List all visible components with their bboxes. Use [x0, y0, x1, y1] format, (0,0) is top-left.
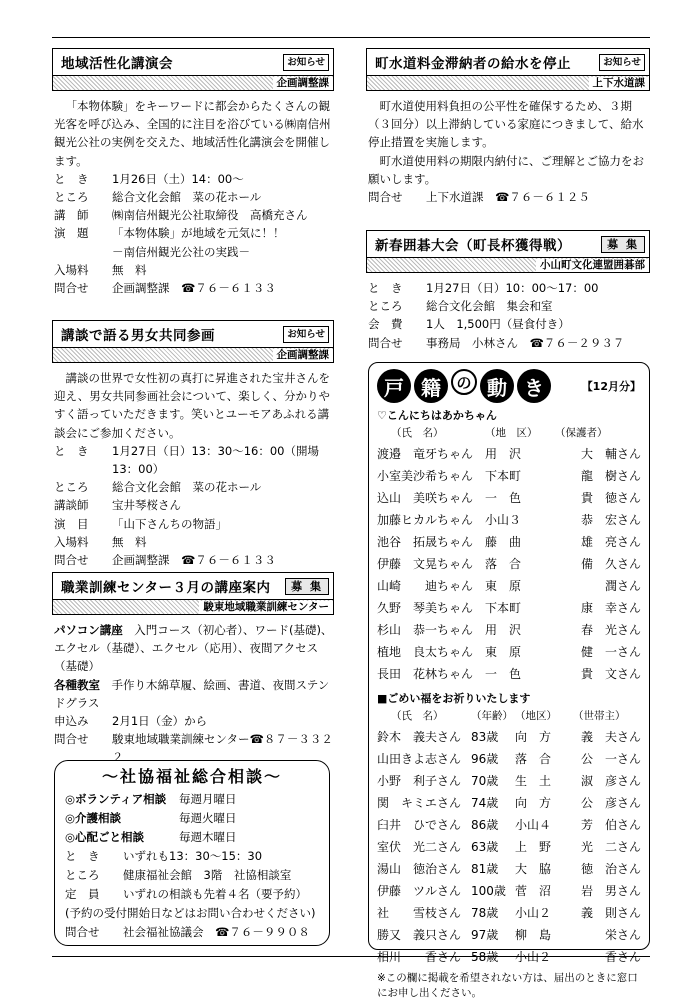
- row-value: 上下水道課 ☎７６－６１２５: [426, 190, 590, 205]
- guardian: 春 光さん: [580, 623, 641, 637]
- dept-label: 駿東地域職業訓練センター: [199, 601, 333, 614]
- row-value: 宝井琴桜さん: [112, 498, 181, 513]
- district: 下本町: [485, 469, 522, 483]
- householder: 光 二さん: [580, 840, 641, 854]
- row-key: 演 目: [54, 516, 89, 531]
- age: 58歳: [471, 950, 499, 964]
- pc-course-text: 入門コース（初心者）、ワード(基礎)、エクセル（基礎）、エクセル（応用）、夜間アクセス（基礎）: [54, 623, 333, 674]
- shakyo-title: ～社協福祉総合相談～: [101, 767, 282, 786]
- deceased-name: 関 キミエさん: [377, 796, 462, 810]
- training-section: [52, 572, 334, 767]
- info-row: [54, 206, 334, 224]
- district: 小山２: [515, 906, 552, 920]
- consult-type: ◎介護相談: [65, 811, 122, 825]
- row-key: 問合せ: [368, 335, 403, 350]
- guardian: 貴 徳さん: [580, 491, 641, 505]
- row-key: ところ: [54, 480, 89, 495]
- row-value: 「本物体験」が地域を元気に！！: [112, 226, 285, 241]
- row-value: 総合文化会館 集会和室: [426, 299, 553, 314]
- info-row: [54, 261, 334, 279]
- guardian: 龍 樹さん: [580, 469, 641, 483]
- col-header: （世帯主）: [573, 710, 626, 722]
- info-row: [54, 442, 334, 478]
- deceased-name: 山田きよ志さん: [377, 752, 462, 766]
- class-text: 手作り木綿草履、絵画、書道、夜間ステンドグラス: [54, 677, 330, 710]
- birth-row: [377, 528, 641, 550]
- info-row: [54, 188, 334, 206]
- baby-name: 杉山 恭一ちゃん: [377, 623, 474, 637]
- info-row: [54, 551, 334, 569]
- district: 一 色: [485, 667, 522, 681]
- intro-text: 「本物体験」をキーワードに都会からたくさんの観光客を呼び込み、全国的に注目を浴びている㈱南信州観光公社の実例を交えた、地域活性化講演会を開催します。: [54, 99, 331, 168]
- info-row: [368, 279, 650, 297]
- death-row: [377, 811, 641, 833]
- consult-type: ◎ボランティア相談: [65, 792, 167, 806]
- births-headers: [377, 425, 641, 440]
- death-row: [377, 789, 641, 811]
- baby-name: 植地 良太ちゃん: [377, 645, 474, 659]
- info-rows: [54, 442, 334, 569]
- kodan-header: [52, 320, 334, 363]
- row-key: ところ: [54, 190, 89, 205]
- row-key: 問合せ: [54, 553, 89, 568]
- deceased-name: 勝又 義只さん: [377, 928, 462, 942]
- info-row: [54, 533, 334, 551]
- birth-row: [377, 594, 641, 616]
- info-row: [54, 279, 334, 297]
- info-row: [54, 243, 334, 261]
- row-value: 企画調整課 ☎７６－６１３３: [112, 553, 276, 568]
- death-row: [377, 767, 641, 789]
- birth-row: [377, 484, 641, 506]
- age: 100歳: [471, 884, 506, 898]
- district: 東 原: [485, 645, 522, 659]
- baby-name: 渡邉 竜牙ちゃん: [377, 447, 474, 461]
- col-header: （保護者）: [555, 427, 608, 439]
- section-title: 職業訓練センター３月の講座案内: [61, 580, 271, 596]
- death-row: [377, 855, 641, 877]
- birth-row: [377, 660, 641, 682]
- birth-row: [377, 506, 641, 528]
- row-value: 健康福祉会館 3階 社協相談室: [123, 868, 292, 882]
- guardian: 恭 宏さん: [580, 513, 641, 527]
- training-header: [52, 572, 334, 615]
- title-char: 籍: [414, 369, 448, 403]
- consult-day: 毎週月曜日: [179, 792, 237, 806]
- dept-label: 小山町文化連盟囲碁部: [536, 259, 649, 272]
- district: 小山３: [485, 513, 522, 527]
- row-value: 2月1日（金）から: [112, 714, 208, 729]
- householder: 徳 治さん: [580, 862, 641, 876]
- district: 生 土: [515, 774, 552, 788]
- guardian: 健 一さん: [580, 645, 641, 659]
- death-row: [377, 723, 641, 745]
- row-key: 入場料: [54, 262, 89, 277]
- top-rule: [52, 37, 650, 38]
- district: 用 沢: [485, 623, 522, 637]
- deaths-headers: [377, 708, 641, 723]
- title-char: の: [451, 369, 477, 395]
- info-row: [65, 847, 319, 866]
- info-rows: [54, 170, 334, 297]
- section-title: 地域活性化講演会: [61, 56, 173, 72]
- births-title: ♡こんにちはあかちゃん: [377, 409, 497, 422]
- row-value: 1月27日（日）13：30～16：00（開場13：00）: [112, 443, 319, 477]
- info-row: [54, 496, 334, 514]
- month-label: 【12月分】: [581, 380, 641, 393]
- dept-label: 上下水道課: [589, 77, 650, 90]
- water-header: [366, 48, 650, 91]
- guardian: 潤さん: [604, 579, 641, 593]
- row-key: 問合せ: [54, 732, 89, 747]
- lecture-header: [52, 48, 334, 91]
- deceased-name: 相川 香さん: [377, 950, 462, 964]
- guardian: 康 幸さん: [580, 601, 641, 615]
- district: 大 脇: [515, 862, 552, 876]
- row-value: 事務局 小林さん ☎７６－２９３７: [426, 335, 625, 350]
- district: 上 野: [515, 840, 552, 854]
- shakyo-note: (予約の受付開始日などはお問い合わせください): [65, 906, 316, 920]
- row-value: ㈱南信州観光公社取締役 高橋充さん: [112, 208, 308, 223]
- go-header: [366, 230, 650, 273]
- deaths-list: [377, 723, 641, 965]
- notice-badge: お知らせ: [599, 54, 645, 71]
- notice-badge: お知らせ: [283, 54, 329, 71]
- deceased-name: 社 雪枝さん: [377, 906, 462, 920]
- info-row: [54, 478, 334, 496]
- birth-row: [377, 572, 641, 594]
- recruit-badge: 募 集: [601, 236, 645, 253]
- koseki-title: [377, 369, 551, 403]
- age: 97歳: [471, 928, 499, 942]
- title-char: き: [517, 369, 551, 403]
- row-value: 1月26日（土）14：00～: [112, 171, 244, 186]
- age: 70歳: [471, 774, 499, 788]
- col-header: （地 区）: [485, 427, 538, 439]
- deceased-name: 伊藤 ツルさん: [377, 884, 462, 898]
- guardian: 貴 文さん: [580, 667, 641, 681]
- row-key: 定 員: [65, 887, 100, 901]
- shakyo-box: [54, 760, 330, 946]
- row-key: ところ: [65, 868, 100, 882]
- age: 86歳: [471, 818, 499, 832]
- row-value: 1月27日（日）10：00～17：00: [426, 281, 599, 295]
- consult-day: 毎週木曜日: [179, 830, 237, 844]
- row-value: 駿東地域職業訓練センター☎８７－３３２２: [112, 732, 333, 765]
- dept-label: 企画調整課: [273, 349, 334, 362]
- deceased-name: 鈴木 義夫さん: [377, 730, 462, 744]
- deaths-title: ■ごめい福をお祈りいたします: [377, 692, 531, 705]
- info-row: [54, 515, 334, 533]
- row-key: 問合せ: [54, 281, 89, 296]
- death-row: [377, 921, 641, 943]
- householder: 芳 伯さん: [580, 818, 641, 832]
- age: 83歳: [471, 730, 499, 744]
- guardian: 備 久さん: [580, 557, 641, 571]
- householder: 香さん: [604, 950, 641, 964]
- district: 下本町: [485, 601, 522, 615]
- row-value: 企画調整課 ☎７６－６１３３: [112, 281, 276, 296]
- water-text-1: 町水道使用料負担の公平性を確保するため、３期（３回分）以上滞納している家庭につきまして、給水停止措置を実施します。: [368, 99, 644, 150]
- lecture-section: [52, 48, 334, 297]
- consult-item: [65, 828, 319, 847]
- info-row: [368, 315, 650, 333]
- row-value: 1人 1,500円（昼食付き）: [426, 317, 570, 332]
- info-row: [368, 334, 650, 352]
- recruit-badge: 募 集: [285, 578, 329, 595]
- death-row: [377, 899, 641, 921]
- dept-label: 企画調整課: [273, 77, 334, 90]
- birth-row: [377, 616, 641, 638]
- death-row: [377, 833, 641, 855]
- row-value: 総合文化会館 菜の花ホール: [112, 190, 262, 205]
- consult-item: [65, 809, 319, 828]
- age: 96歳: [471, 752, 499, 766]
- householder: 淑 彦さん: [580, 774, 641, 788]
- row-value: 無 料: [112, 262, 147, 277]
- consult-items: [65, 790, 319, 847]
- info-row: [368, 297, 650, 315]
- age: 63歳: [471, 840, 499, 854]
- district: 菅 沼: [515, 884, 552, 898]
- consult-day: 毎週火曜日: [179, 811, 237, 825]
- baby-name: 加藤ヒカルちゃん: [377, 513, 474, 527]
- row-value: 無 料: [112, 534, 147, 549]
- age: 74歳: [471, 796, 499, 810]
- district: 向 方: [515, 730, 552, 744]
- householder: 義 夫さん: [580, 730, 641, 744]
- koseki-note: ※この欄に掲載を希望されない方は、届出のときに窓口にお申し出ください。: [377, 972, 638, 999]
- class-label: 各種教室: [54, 677, 100, 692]
- baby-name: 伊藤 文晃ちゃん: [377, 557, 474, 571]
- district: 用 沢: [485, 447, 522, 461]
- consult-type: ◎心配ごと相談: [65, 830, 145, 844]
- row-key: 問合せ: [368, 190, 403, 205]
- householder: 公 彦さん: [580, 796, 641, 810]
- births-list: [377, 440, 641, 682]
- row-key: 入場料: [54, 534, 89, 549]
- info-row: [54, 170, 334, 188]
- consult-item: [65, 790, 319, 809]
- info-row: [65, 866, 319, 885]
- deceased-name: 湯山 徳治さん: [377, 862, 462, 876]
- row-value: いずれの相談も先着４名（要予約）: [123, 887, 307, 901]
- kodan-section: [52, 320, 334, 569]
- death-row: [377, 745, 641, 767]
- col-header: （地区）: [515, 710, 557, 722]
- row-key: 会 費: [368, 317, 403, 332]
- row-key: 演 題: [54, 226, 89, 241]
- district: 一 色: [485, 491, 522, 505]
- notice-badge: お知らせ: [283, 326, 329, 343]
- go-section: [366, 230, 650, 352]
- info-row: [65, 885, 319, 904]
- district: 小山２: [515, 950, 552, 964]
- age: 81歳: [471, 862, 499, 876]
- deceased-name: 小野 利子さん: [377, 774, 462, 788]
- district: 落 合: [515, 752, 552, 766]
- guardian: 雄 亮さん: [580, 535, 641, 549]
- baby-name: 長田 花林ちゃん: [377, 667, 474, 681]
- water-text-2: 町水道使用料の期限内納付に、ご理解とご協力をお願いします。: [368, 153, 644, 186]
- row-value: －南信州観光公社の実践－: [112, 244, 250, 259]
- baby-name: 込山 美咲ちゃん: [377, 491, 474, 505]
- deceased-name: 臼井 ひでさん: [377, 818, 462, 832]
- info-rows: [368, 279, 650, 352]
- pc-course-label: パソコン講座: [54, 623, 123, 637]
- householder: 公 一さん: [580, 752, 641, 766]
- householder: 岩 男さん: [580, 884, 641, 898]
- intro-text: 講談の世界で女性初の真打に昇進された宝井さんを迎え、男女共同参画社会について、楽しく、分かりやすく語っていただきます。笑いとユーモアあふれる講談会にご参加ください。: [54, 371, 330, 440]
- guardian: 大 輔さん: [580, 447, 641, 461]
- district: 藤 曲: [485, 535, 522, 549]
- death-row: [377, 943, 641, 965]
- householder: 義 則さん: [580, 906, 641, 920]
- birth-row: [377, 462, 641, 484]
- row-value: 社会福祉協議会 ☎７６－９９０８: [123, 925, 310, 939]
- birth-row: [377, 550, 641, 572]
- section-title: 町水道料金滞納者の給水を停止: [375, 56, 571, 72]
- age: 78歳: [471, 906, 499, 920]
- row-key: 申込み: [54, 714, 89, 729]
- row-key: 問合せ: [65, 925, 100, 939]
- info-rows: [65, 847, 319, 904]
- householder: 栄さん: [604, 928, 641, 942]
- birth-row: [377, 440, 641, 462]
- title-char: 戸: [377, 369, 411, 403]
- district: 小山４: [515, 818, 552, 832]
- row-key: と き: [368, 281, 403, 295]
- title-char: 動: [480, 369, 514, 403]
- baby-name: 小室美沙希ちゃん: [377, 469, 474, 483]
- col-header: （氏 名）: [391, 427, 444, 439]
- birth-row: [377, 638, 641, 660]
- baby-name: 池谷 拓晟ちゃん: [377, 535, 474, 549]
- death-row: [377, 877, 641, 899]
- row-value: いずれも13：30～15：30: [123, 849, 263, 863]
- district: 東 原: [485, 579, 522, 593]
- col-header: （年齢）: [471, 710, 513, 722]
- baby-name: 山崎 迪ちゃん: [377, 579, 474, 593]
- baby-name: 久野 琴美ちゃん: [377, 601, 474, 615]
- district: 柳 島: [515, 928, 552, 942]
- row-key: 講 師: [54, 208, 89, 223]
- col-header: （氏 名）: [391, 710, 444, 722]
- row-key: と き: [54, 171, 89, 186]
- district: 向 方: [515, 796, 552, 810]
- district: 落 合: [485, 557, 522, 571]
- row-key: ところ: [368, 299, 403, 314]
- row-key: と き: [65, 849, 100, 863]
- row-key: と き: [54, 443, 89, 458]
- deceased-name: 室伏 光二さん: [377, 840, 462, 854]
- row-value: 総合文化会館 菜の花ホール: [112, 480, 262, 495]
- row-key: 講談師: [54, 498, 89, 513]
- water-section: [366, 48, 650, 206]
- row-value: 「山下さんちの物語」: [112, 516, 227, 531]
- koseki-box: [368, 362, 650, 999]
- section-title: 講談で語る男女共同参画: [61, 328, 215, 344]
- row-key: [54, 243, 112, 261]
- section-title: 新春囲碁大会（町長杯獲得戦）: [375, 238, 571, 254]
- info-row: [54, 224, 334, 242]
